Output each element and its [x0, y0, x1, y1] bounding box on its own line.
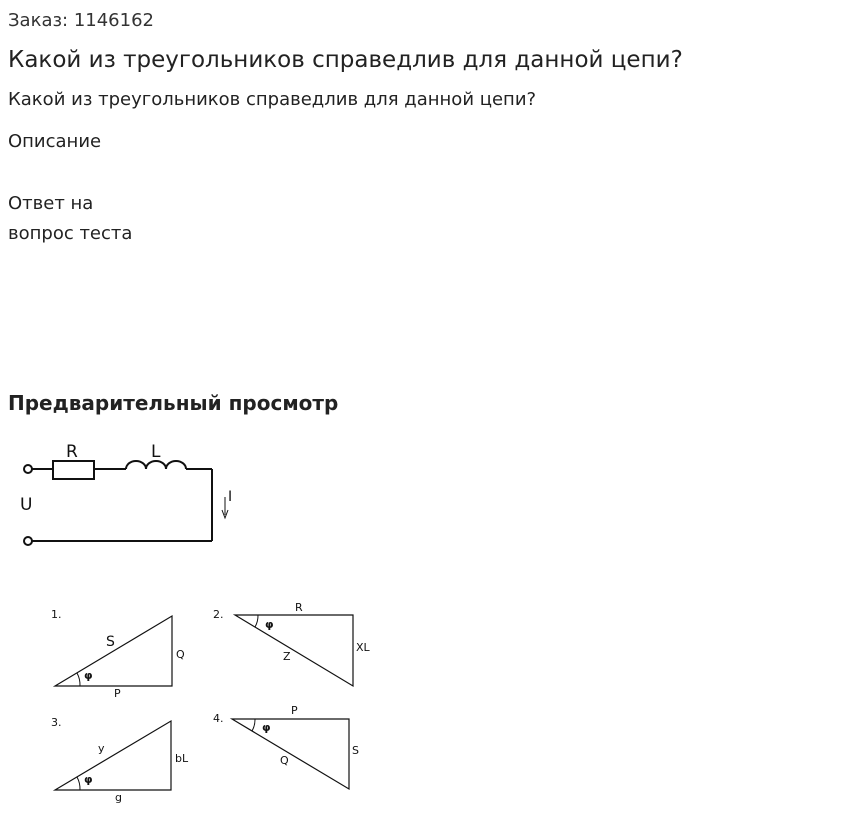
description-label: Описание — [8, 131, 102, 152]
inductor-label: L — [151, 442, 161, 462]
page-title: Какой из треугольников справедлив для данной цепи? — [8, 47, 683, 73]
triangle-1-vert-label: Q — [176, 648, 185, 661]
resistor — [53, 461, 94, 479]
terminal-bottom — [24, 537, 32, 545]
resistor-label: R — [66, 442, 78, 462]
triangle-2-top-label: R — [295, 601, 303, 614]
inductor — [126, 461, 186, 469]
triangle-4-vert-label: S — [352, 744, 359, 757]
preview-heading: Предварительный просмотр — [8, 391, 339, 415]
triangle-2 — [213, 601, 371, 686]
triangle-4-angle-label: φ — [262, 721, 271, 734]
triangle-1-angle-label: φ — [84, 669, 93, 682]
triangle-4-top-label: P — [291, 704, 298, 717]
triangle-2-hyp-label: Z — [283, 650, 291, 663]
triangle-4-number: 4. — [213, 712, 224, 725]
answer-label-line2: вопрос теста — [8, 223, 133, 244]
triangle-3-hyp-label: y — [98, 742, 105, 755]
triangle-3-base-label: g — [115, 791, 122, 804]
triangle-2-number: 2. — [213, 608, 224, 621]
triangle-3-number: 3. — [51, 716, 62, 729]
triangle-1-hyp-label: S — [106, 634, 115, 650]
triangle-3 — [51, 716, 189, 804]
terminal-top — [24, 465, 32, 473]
triangle-4 — [213, 704, 359, 789]
triangle-1-number: 1. — [51, 608, 62, 621]
triangle-1 — [51, 608, 185, 700]
triangle-3-vert-label: bL — [175, 752, 189, 765]
circuit-diagram — [24, 461, 228, 545]
triangle-1-base-label: P — [114, 687, 121, 700]
triangle-2-vert-label: XL — [356, 641, 370, 654]
voltage-label: U — [20, 495, 33, 515]
order-number: Заказ: 1146162 — [8, 10, 154, 31]
answer-label-line1: Ответ на — [8, 193, 94, 214]
current-label: I — [228, 489, 233, 505]
question-text: Какой из треугольников справедлив для данной цепи? — [8, 89, 537, 110]
triangle-2-angle-label: φ — [265, 618, 274, 631]
triangle-3-angle-label: φ — [84, 773, 93, 786]
triangle-4-hyp-label: Q — [280, 754, 289, 767]
